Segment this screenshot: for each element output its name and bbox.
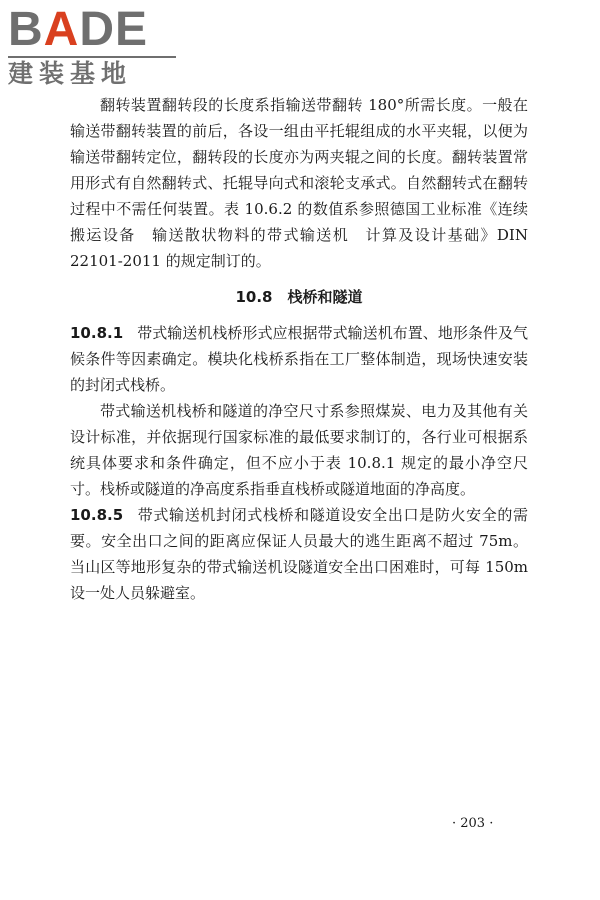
clause-number: 10.8.1 [70,324,124,342]
clause-10-8-1 [70,320,528,398]
logo-letter-a-accent: A [43,3,80,56]
paragraph-belt-turnover: 翻转装置翻转段的长度系指输送带翻转 180°所需长度。一般在输送带翻转装置的前后，各设一组由平托辊组成的水平夹辊，以便为输送带翻转定位，翻转段的长度亦为两夹辊之间的长度。翻转装置常用形式有自然翻转式、托辊导向式和滚轮支承式。自然翻转式在翻转过程中不需任何装置。表 10.6.2 的数值系参照德国工业标准《连续搬运设备 输送散状物料的带式输送机 计算及设计基础》DIN 22101-2011 的规定制订的。 [70,96,528,270]
logo-divider [8,56,176,58]
logo-letters-de: DE [79,3,149,56]
document-body [70,92,528,606]
clause-number: 10.8.5 [70,506,124,524]
clause-10-8-5 [70,502,528,606]
section-title: 10.8 栈桥和隧道 [235,288,363,306]
logo-subtitle: 建装基地 [8,59,133,88]
logo-wordmark [8,3,149,56]
clause-10-8-1-paragraph-2: 带式输送机栈桥和隧道的净空尺寸系参照煤炭、电力及其他有关设计标准，并依据现行国家标准的最低要求制订的，各行业可根据系统具体要求和条件确定，但不应小于表 10.8.1 规定的最小净空尺寸。栈桥或隧道的净高度系指垂直栈桥或隧道地面的净高度。 [70,402,528,498]
logo-letter-b: B [8,3,44,56]
bade-logo [8,3,178,88]
clause-text: 带式输送机栈桥形式应根据带式输送机布置、地形条件及气候条件等因素确定。模块化栈桥系指在工厂整体制造，现场快速安装的封闭式栈桥。 [70,324,528,394]
page-number: · 203 · [452,816,494,831]
clause-text: 带式输送机封闭式栈桥和隧道设安全出口是防火安全的需要。安全出口之间的距离应保证人员最大的逃生距离不超过 75m。当山区等地形复杂的带式输送机设隧道安全出口困难时，可每 150m 设一处人员躲避室。 [70,506,528,602]
